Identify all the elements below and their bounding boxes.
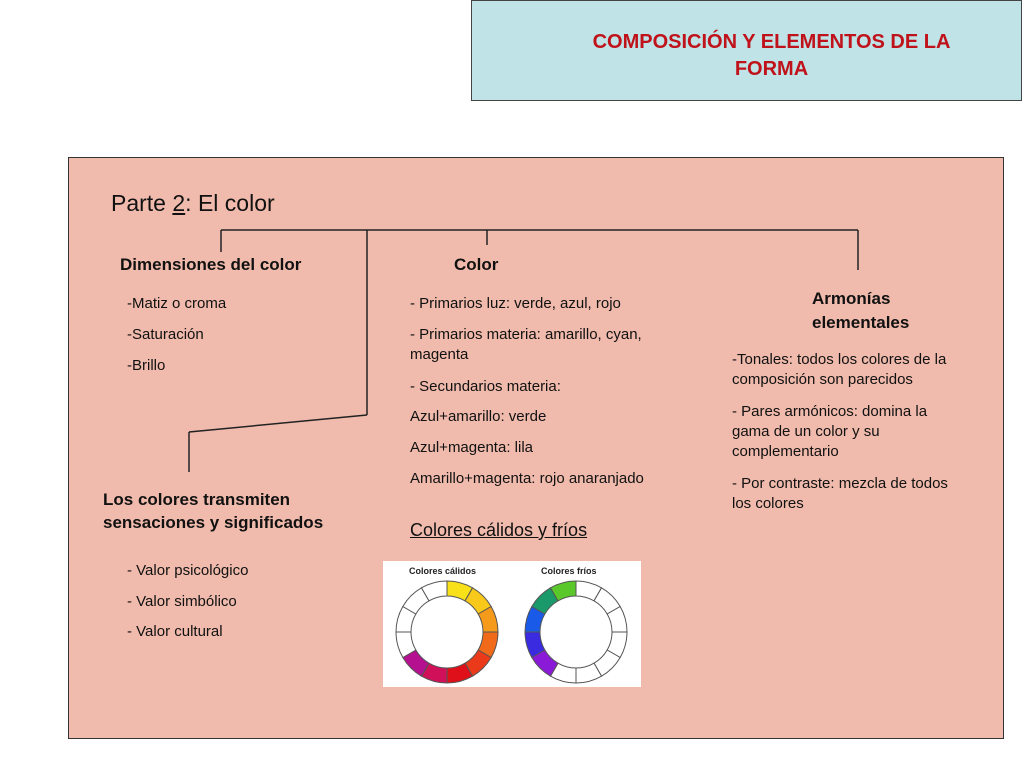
color-item-primarios-materia: - Primarios materia: amarillo, cyan, magenta [410,326,642,363]
warm-wheel-label: Colores cálidos [409,566,477,576]
color-item-azul-amarillo: Azul+amarillo: verde [410,408,547,425]
warm-color-wheel [396,581,498,683]
color-wheels-image [383,561,641,687]
part-title-prefix: Parte [111,190,173,216]
sensation-item-psicologico: - Valor psicológico [127,562,249,579]
sensation-item-cultural: - Valor cultural [127,623,223,640]
harmonies-heading-line-2: elementales [812,313,910,332]
dimension-item-matiz: -Matiz o croma [127,295,227,312]
color-wheels-svg [383,561,641,687]
part-title-rest: : El color [185,190,275,216]
title-line-1: COMPOSICIÓN Y ELEMENTOS DE LA [592,31,951,53]
part-number: 2 [172,190,186,216]
color-item-azul-magenta: Azul+magenta: lila [410,439,533,456]
warm-cold-colors-link[interactable]: Colores cálidos y fríos [410,520,588,540]
dimension-item-saturacion: -Saturación [127,326,204,343]
sensations-heading [103,488,323,534]
harmonies-heading-line-1: Armonías [812,289,891,308]
sensations-heading-line-2: sensaciones y significados [103,513,324,532]
part-title [111,190,275,217]
sensation-item-simbolico: - Valor simbólico [127,593,237,610]
dimensions-heading: Dimensiones del color [120,255,302,274]
sensations-heading-line-1: Los colores transmiten [103,490,291,509]
cold-color-wheel [525,581,627,683]
harmony-item-tonales: -Tonales: todos los colores de la composición son parecidos [732,351,947,388]
harmony-item-pares: - Pares armónicos: domina la gama de un color y su complementario [732,403,928,460]
color-item-secundarios: - Secundarios materia: [410,378,561,395]
color-heading: Color [454,255,499,274]
color-item-amarillo-magenta: Amarillo+magenta: rojo anaranjado [410,470,644,487]
title-line-2: FORMA [734,58,809,80]
harmonies-heading [812,287,909,335]
cold-wheel-label: Colores fríos [541,566,597,576]
harmony-item-contraste: - Por contraste: mezcla de todos los colores [732,475,948,512]
dimension-item-brillo: -Brillo [127,357,166,374]
color-item-primarios-luz: - Primarios luz: verde, azul, rojo [410,295,621,312]
